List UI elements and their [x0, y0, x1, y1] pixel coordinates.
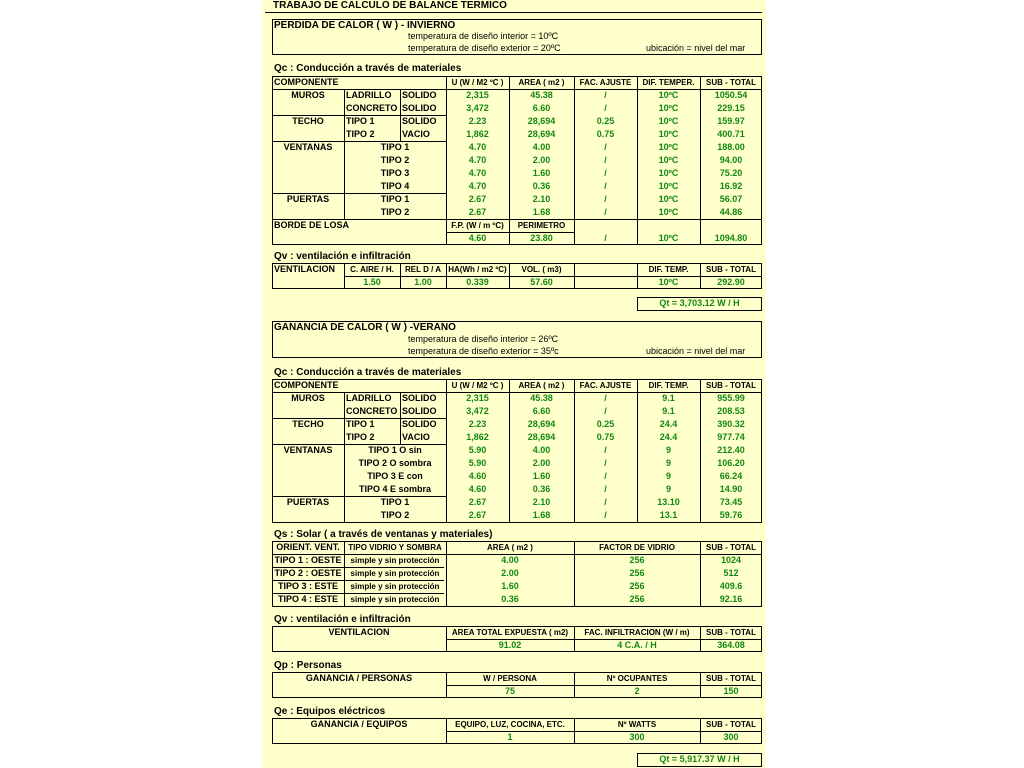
area-value: 4.00: [501, 555, 519, 565]
column-header: HA(Wh / m2 ºC): [448, 265, 507, 274]
factor-value: /: [604, 168, 607, 178]
column-header: U (W / M2 ºC ): [451, 381, 504, 390]
column-header: C. AIRE / H.: [350, 265, 394, 274]
vent-value: 10ºC: [658, 277, 679, 287]
group-label: TECHO: [292, 419, 324, 429]
subtotal-value: 159.97: [717, 116, 745, 126]
column-header: AREA ( m2 ): [518, 381, 565, 390]
component-type: TIPO 1: [346, 419, 375, 429]
component-material: SOLIDO: [402, 103, 437, 113]
subtotal-value: 512: [723, 568, 739, 578]
summer-qs-title: Qs : Solar ( a través de ventanas y materiales): [274, 529, 493, 540]
winter-qc-title: Qc : Conducción a través de materiales: [274, 63, 462, 74]
group-label: VENTANAS: [283, 142, 333, 152]
u-value: 5.90: [468, 445, 487, 455]
component-type: TIPO 1 O sin: [368, 445, 422, 455]
temp-diff-value: 10ºC: [658, 116, 679, 126]
subtotal-value: 44.86: [719, 207, 743, 217]
factor-value: /: [604, 471, 607, 481]
area-value: 6.60: [532, 406, 551, 416]
factor-value: /: [604, 484, 607, 494]
temp-diff-value: 10ºC: [658, 90, 679, 100]
u-value: 4.70: [468, 155, 487, 165]
summer-temp-exterior: temperatura de diseño exterior = 35ºc: [408, 346, 559, 356]
vent-value: 57.60: [530, 277, 553, 287]
factor-value: /: [604, 194, 607, 204]
component-type: TIPO 1: [346, 116, 375, 126]
component-type: TIPO 1: [380, 194, 410, 204]
subtotal-value: 56.07: [719, 194, 743, 204]
area-value: 1.60: [532, 471, 551, 481]
subtotal-value: 188.00: [717, 142, 745, 152]
area-value: 1.60: [532, 168, 551, 178]
fp-value: 4.60: [468, 233, 487, 243]
component-material: SOLIDO: [402, 90, 437, 100]
subtotal-value: 1050.54: [714, 90, 748, 100]
column-header: SUB - TOTAL: [706, 381, 756, 390]
column-header: Nº OCUPANTES: [606, 674, 668, 683]
winter-location: ubicación = nivel del mar: [646, 43, 746, 53]
area-value: 0.36: [501, 594, 519, 604]
column-header: FACTOR DE VIDRIO: [599, 543, 675, 552]
temp-diff-value: 9.1: [662, 393, 675, 403]
group-label: MUROS: [291, 393, 325, 403]
column-header: COMPONENTE: [274, 77, 339, 87]
component-material: SOLIDO: [402, 419, 437, 429]
component-type: LADRILLO: [346, 90, 392, 100]
column-header: FAC. INFILTRACION (W / m): [584, 628, 690, 637]
column-header: SUB - TOTAL: [706, 720, 756, 729]
u-value: 1,862: [466, 129, 489, 139]
area-value: 28,694: [527, 432, 556, 442]
subtotal-value: 212.40: [717, 445, 745, 455]
component-type: TIPO 4 E sombra: [358, 484, 432, 494]
component-type: TIPO 4: [380, 181, 410, 191]
u-value: 5.90: [468, 458, 487, 468]
u-value: 3,472: [466, 406, 489, 416]
temp-diff-value: 24.4: [659, 432, 678, 442]
glass-factor: 256: [629, 555, 645, 565]
subtotal-value: 208.53: [717, 406, 745, 416]
column-header: DIF. TEMPER.: [642, 78, 695, 87]
factor-value: 0.75: [596, 432, 615, 442]
temp-diff-value: 10ºC: [658, 142, 679, 152]
area-value: 2.00: [532, 458, 551, 468]
glass-type: simple y sin protección: [350, 595, 440, 604]
vent-value: 1.50: [363, 277, 381, 287]
column-header: ORIENT. VENT.: [276, 542, 340, 552]
equip-label: GANANCIA / EQUIPOS: [310, 719, 408, 729]
column-header: COMPONENTE: [274, 380, 339, 390]
vent-value: 91.02: [498, 640, 522, 650]
component-material: VACIO: [402, 129, 430, 139]
temp-diff-value: 10ºC: [658, 181, 679, 191]
subtotal-value: 59.76: [719, 510, 743, 520]
column-header: SUB - TOTAL: [706, 674, 756, 683]
temp-diff-value: 13.1: [659, 510, 678, 520]
column-header: SUB - TOTAL: [706, 543, 756, 552]
u-value: 3,472: [466, 103, 489, 113]
component-material: SOLIDO: [402, 116, 437, 126]
factor-value: 0.25: [596, 419, 615, 429]
factor-value: /: [604, 497, 607, 507]
component-type: CONCRETO: [346, 406, 398, 416]
group-label: PUERTAS: [286, 194, 330, 204]
vent-label: VENTILACION: [274, 264, 336, 274]
u-value: 4.60: [468, 484, 487, 494]
area-value: 2.00: [532, 155, 551, 165]
area-value: 6.60: [532, 103, 551, 113]
summer-heading: GANANCIA DE CALOR ( W ) -VERANO: [274, 322, 456, 333]
area-value: 0.36: [532, 484, 551, 494]
equip-value: 300: [723, 732, 739, 742]
column-header: W / PERSONA: [483, 674, 537, 683]
glass-type: simple y sin protección: [350, 582, 440, 591]
temp-diff-value: 10ºC: [658, 168, 679, 178]
factor-value: /: [604, 510, 607, 520]
u-value: 2,315: [466, 90, 489, 100]
component-type: CONCRETO: [346, 103, 398, 113]
factor-value: /: [604, 406, 607, 416]
borde-losa-label: BORDE DE LOSA: [274, 220, 350, 230]
factor-value: /: [604, 393, 607, 403]
summer-location: ubicación = nivel del mar: [646, 346, 746, 356]
area-value: 1.68: [532, 207, 551, 217]
subtotal-value: 75.20: [719, 168, 743, 178]
component-type: TIPO 2: [346, 129, 375, 139]
subtotal-value: 73.45: [719, 497, 743, 507]
vent-value: 364.08: [717, 640, 745, 650]
u-value: 4.70: [468, 181, 487, 191]
subtotal-value: 955.99: [717, 393, 745, 403]
factor-value: 0.25: [596, 116, 615, 126]
u-value: 4.60: [468, 471, 487, 481]
glass-type: simple y sin protección: [350, 569, 440, 578]
subtotal-value: 1094.80: [714, 233, 748, 243]
temp-diff-value: 9: [665, 458, 671, 468]
glass-factor: 256: [629, 581, 645, 591]
component-type: TIPO 3 E con: [367, 471, 423, 481]
area-value: 28,694: [527, 116, 556, 126]
subtotal-value: 94.00: [719, 155, 743, 165]
summer-qe-title: Qe : Equipos eléctricos: [274, 706, 386, 717]
factor-value: /: [604, 458, 607, 468]
u-value: 2.67: [468, 194, 487, 204]
temp-diff-value: 10ºC: [658, 207, 679, 217]
column-header: AREA ( m2 ): [487, 543, 533, 552]
vent-value: 0.339: [466, 277, 489, 287]
column-header: TIPO VIDRIO Y SOMBRA: [348, 543, 442, 552]
subtotal-value: 400.71: [717, 129, 745, 139]
temp-diff-value: 24.4: [659, 419, 678, 429]
u-value: 2.67: [468, 207, 487, 217]
subtotal-value: 106.20: [717, 458, 745, 468]
vent-value: 292.90: [717, 277, 745, 287]
glass-factor: 256: [629, 568, 645, 578]
area-value: 28,694: [527, 129, 556, 139]
area-value: 2.10: [532, 497, 551, 507]
vent-value: 4 C.A. / H: [617, 640, 657, 650]
orientation-label: TIPO 4 : ESTE: [277, 594, 338, 604]
subtotal-value: 229.15: [717, 103, 745, 113]
pers-value: 2: [634, 686, 640, 696]
column-header: U (W / M2 ºC ): [451, 78, 504, 87]
area-value: 2.00: [501, 568, 519, 578]
u-value: 1,862: [466, 432, 489, 442]
component-material: VACIO: [402, 432, 430, 442]
u-value: 4.70: [468, 168, 487, 178]
temp-diff-value: 10ºC: [658, 103, 679, 113]
orientation-label: TIPO 1 : OESTE: [274, 555, 342, 565]
winter-heading: PERDIDA DE CALOR ( W ) - INVIERNO: [274, 20, 456, 31]
component-material: SOLIDO: [402, 406, 437, 416]
group-label: PUERTAS: [286, 497, 330, 507]
summer-temp-interior: temperatura de diseño interior = 26ºC: [408, 334, 559, 344]
subtotal-value: 977.74: [717, 432, 745, 442]
column-header: DIF. TEMP.: [648, 265, 689, 274]
column-header: SUB - TOTAL: [706, 78, 756, 87]
column-header: F.P. (W / m ºC): [451, 221, 504, 230]
component-type: TIPO 2 O sombra: [358, 458, 432, 468]
temp-diff-value: 10ºC: [658, 129, 679, 139]
area-value: 4.00: [532, 445, 551, 455]
winter-total: Qt = 3,703.12 W / H: [659, 298, 740, 308]
factor-value: /: [604, 142, 607, 152]
factor-value: /: [604, 445, 607, 455]
subtotal-value: 409.6: [719, 581, 743, 591]
u-value: 2.67: [468, 510, 487, 520]
component-type: TIPO 1: [380, 497, 410, 507]
u-value: 2,315: [466, 393, 489, 403]
component-type: TIPO 3: [380, 168, 410, 178]
column-header: Nº WATTS: [617, 720, 657, 729]
temp-diff-value: 10ºC: [658, 194, 679, 204]
subtotal-value: 1024: [720, 555, 742, 565]
group-label: MUROS: [291, 90, 325, 100]
pers-value: 75: [504, 686, 515, 696]
subtotal-value: 16.92: [719, 181, 743, 191]
factor-value: /: [604, 103, 607, 113]
summer-qp-title: Qp : Personas: [274, 660, 342, 671]
factor-value: /: [604, 155, 607, 165]
column-header: FAC. AJUSTE: [579, 381, 632, 390]
orientation-label: TIPO 2 : OESTE: [274, 568, 342, 578]
u-value: 4.70: [468, 142, 487, 152]
equip-value: 1: [507, 732, 513, 742]
group-label: TECHO: [292, 116, 324, 126]
factor-value: 0.75: [596, 129, 615, 139]
equip-value: 300: [629, 732, 645, 742]
vent-value: 1.00: [414, 277, 432, 287]
glass-type: simple y sin protección: [350, 556, 440, 565]
orientation-label: TIPO 3 : ESTE: [277, 581, 338, 591]
factor-value: /: [604, 233, 607, 243]
perimeter-value: 23.80: [530, 233, 553, 243]
subtotal-value: 66.24: [719, 471, 743, 481]
column-header: DIF. TEMP.: [648, 381, 689, 390]
glass-factor: 256: [629, 594, 645, 604]
temp-diff-value: 10ºC: [658, 233, 679, 243]
winter-qv-title: Qv : ventilación e infiltración: [274, 251, 411, 262]
summer-qv-title: Qv : ventilación e infiltración: [274, 614, 411, 625]
u-value: 2.23: [468, 116, 487, 126]
column-header: EQUIPO, LUZ, COCINA, ETC.: [455, 720, 565, 729]
column-header: VOL. ( m3): [521, 265, 562, 274]
area-value: 2.10: [532, 194, 551, 204]
factor-value: /: [604, 207, 607, 217]
temp-diff-value: 10ºC: [658, 155, 679, 165]
component-type: TIPO 2: [380, 510, 410, 520]
column-header: AREA ( m2 ): [518, 78, 565, 87]
column-header: REL D / A: [404, 265, 441, 274]
temp-diff-value: 13.10: [657, 497, 680, 507]
area-value: 45.38: [530, 393, 553, 403]
subtotal-value: 14.90: [719, 484, 743, 494]
component-type: TIPO 2: [380, 155, 410, 165]
component-material: SOLIDO: [402, 393, 437, 403]
vent-label: VENTILACION: [328, 627, 390, 637]
subtotal-value: 92.16: [719, 594, 743, 604]
temp-diff-value: 9: [665, 484, 671, 494]
u-value: 2.23: [468, 419, 487, 429]
summer-qc-title: Qc : Conducción a través de materiales: [274, 367, 462, 378]
grid-line: [265, 12, 762, 13]
area-value: 1.60: [501, 581, 519, 591]
component-type: TIPO 2: [346, 432, 375, 442]
column-header: AREA TOTAL EXPUESTA ( m2): [451, 628, 569, 637]
subtotal-value: 390.32: [717, 419, 745, 429]
temp-diff-value: 9: [665, 471, 671, 481]
pers-label: GANANCIA / PERSONAS: [305, 673, 413, 683]
column-header: SUB - TOTAL: [706, 265, 756, 274]
area-value: 0.36: [532, 181, 551, 191]
pers-value: 150: [723, 686, 739, 696]
temp-diff-value: 9.1: [662, 406, 675, 416]
page-title: TRABAJO DE CALCULO DE BALANCE TERMICO: [273, 0, 507, 11]
factor-value: /: [604, 181, 607, 191]
area-value: 4.00: [532, 142, 551, 152]
temp-diff-value: 9: [665, 445, 671, 455]
column-header: FAC. AJUSTE: [579, 78, 632, 87]
u-value: 2.67: [468, 497, 487, 507]
component-type: TIPO 2: [380, 207, 410, 217]
summer-total: Qt = 5,917.37 W / H: [659, 754, 740, 764]
component-type: LADRILLO: [346, 393, 392, 403]
column-header: PERIMETRO: [517, 221, 566, 230]
component-type: TIPO 1: [380, 142, 410, 152]
area-value: 1.68: [532, 510, 551, 520]
area-value: 45.38: [530, 90, 553, 100]
winter-temp-interior: temperatura de diseño interior = 10ºC: [408, 31, 559, 41]
area-value: 28,694: [527, 419, 556, 429]
winter-temp-exterior: temperatura de diseño exterior = 20ºC: [408, 43, 561, 53]
group-label: VENTANAS: [283, 445, 333, 455]
factor-value: /: [604, 90, 607, 100]
column-header: SUB - TOTAL: [706, 628, 756, 637]
